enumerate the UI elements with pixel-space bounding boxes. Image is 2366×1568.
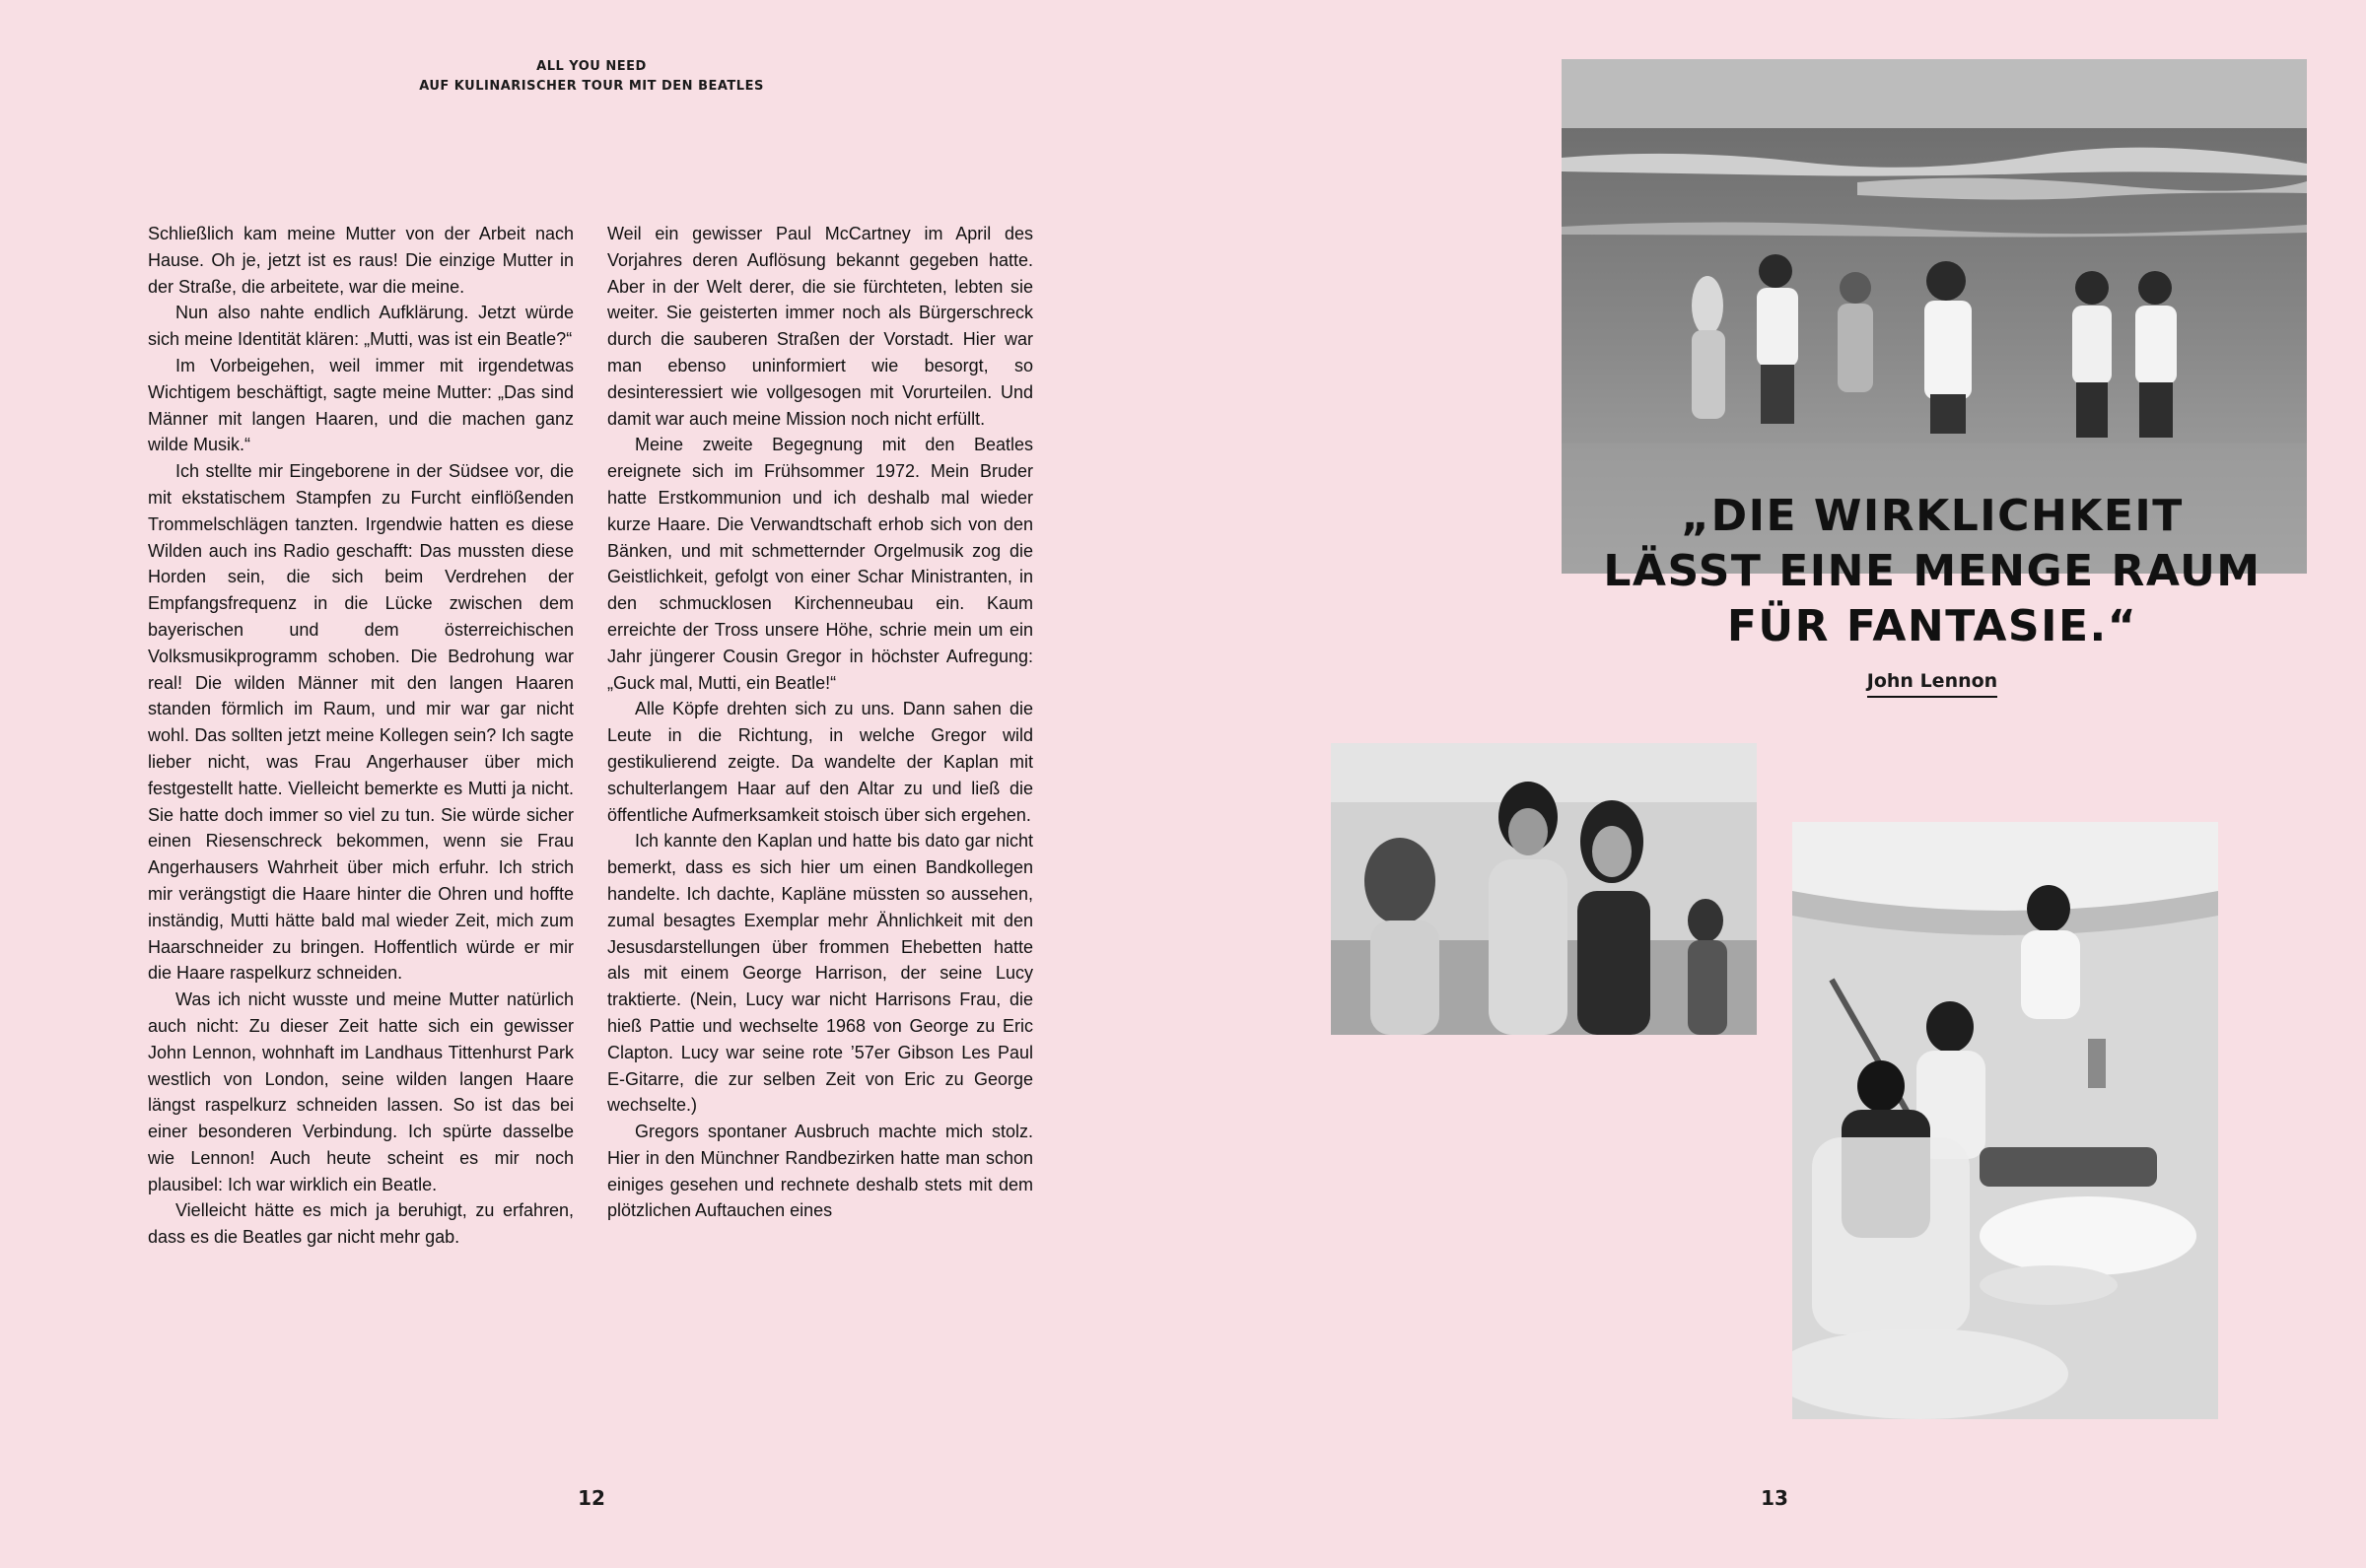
quote-author-name: John Lennon [1867,670,1997,698]
page-number-left: 12 [578,1486,605,1510]
boat-photo [1792,822,2218,1419]
paragraph: Im Vorbeigehen, weil immer mit irgendetwas Wichtigem beschäftigt, sagte meine Mutter: „Das sind Männer mit langen Haaren, und die machen ganz wilde Musik.“ [148,355,574,455]
paragraph: Alle Köpfe drehten sich zu uns. Dann sahen die Leute in die Richtung, in welche Gregor wild gestikulierend zeigte. Da wandelte der Kaplan mit schulterlangem Haar auf den Altar zu und ließ die öffentliche Aufmerksamkeit stoisch über sich ergehen. [607,699,1033,825]
quote-line-1: „DIE WIRKLICHKEIT [1681,491,2184,541]
left-text-column [148,221,574,1251]
paragraph: Was ich nicht wusste und meine Mutter natürlich auch nicht: Zu dieser Zeit hatte sich ein gewisser John Lennon, wohnhaft im Landhaus Tittenhurst Park westlich von London, seine wilden langen Haare längst raspelkurz schneiden lassen. So ist das bei einer besonderen Verbindung. Ich spürte dasselbe wie Lennon! Auch heute scheint es mir noch plausibel: Ich war wirklich ein Beatle. [148,989,574,1194]
paragraph: Ich stellte mir Eingeborene in der Südsee vor, die mit ekstatischem Stampfen zu Furcht einflößenden Trommelschlägen tanzten. Irgendwie hatten es diese Wilden auch ins Radio geschafft: Das mussten diese Horden sein, die sich beim Verdrehen der Empfangsfrequenz in die Lücke zwischen dem bayerischen und dem österreichischen Volksmusikprogramm schoben. Die Bedrohung war real! Die wilden Männer mit den langen Haaren standen förmlich im Raum, und mir war gar nicht wohl. Das sollten jetzt meine Kollegen sein? Ich sagte lieber nicht, was Frau Angerhauser über mich festgestellt hatte. Vielleicht bemerkte es Mutti ja nicht. Sie hatte doch immer so viel zu tun. Sie würde sicher einen Riesenschreck bekommen, wenn sie Frau Angerhausers Wahrheit über mich erfuhr. Ich strich mir verängstigt die Haare hinter die Ohren und hoffte inständig, Mutti hätte bald mal wieder Zeit, mich zum Haarschneider zu bringen. Hoffentlich würde er mir die Haare raspelkurz schneiden. [148,461,574,984]
paragraph: Ich kannte den Kaplan und hatte bis dato gar nicht bemerkt, dass es sich hier um einen Bandkollegen handelte. Ich dachte, Kapläne müssten so aussehen, zumal besagtes Exemplar mehr Ähnlichkeit mit den Jesusdarstellungen über frommen Ehebetten hatte als mit einem George Harrison, der seine Lucy traktierte. (Nein, Lucy war nicht Harrisons Frau, die hieß Pattie und wechselte 1968 von George zu Eric Clapton. Lucy war seine rote ’57er Gibson Les Paul E-Gitarre, die zur selben Zeit von Eric zu George wechselte.) [607,831,1033,1116]
paragraph: Schließlich kam meine Mutter von der Arbeit nach Hause. Oh je, jetzt ist es raus! Die einzige Mutter in der Straße, die arbeitete, war die meine. [148,224,574,297]
running-header [414,57,769,97]
paragraph: Gregors spontaner Ausbruch machte mich stolz. Hier in den Münchner Randbezirken hatte man schon einiges gesehen und rechnete deshalb stets mit dem plötzlichen Auftauchen eines [607,1122,1033,1221]
page-number-right: 13 [1761,1486,1788,1510]
right-text-column [607,221,1033,1224]
paragraph: Meine zweite Begegnung mit den Beatles ereignete sich im Frühsommer 1972. Mein Bruder hatte Erstkommunion und ich deshalb mal wieder kurze Haare. Die Verwandtschaft erhob sich von den Bänken, und mit schmetternder Orgelmusik zog die Geistlichkeit, gefolgt von einer Schar Ministranten, in den schmucklosen Kirchenneubau ein. Kaum erreichte der Tross unsere Höhe, schrie mein um ein Jahr jüngerer Cousin Gregor in höchster Aufregung: „Guck mal, Mutti, ein Beatle!“ [607,435,1033,693]
paragraph: Vielleicht hätte es mich ja beruhigt, zu erfahren, dass es die Beatles gar nicht mehr gab. [148,1200,574,1248]
paragraph: Nun also nahte endlich Aufklärung. Jetzt würde sich meine Identität klären: „Mutti, was ist ein Beatle?“ [148,303,574,350]
header-line-2: AUF KULINARISCHER TOUR MIT DEN BEATLES [419,79,764,94]
quote-line-2: LÄSST EINE MENGE RAUM [1603,546,2262,596]
quote-author [1834,670,2031,692]
quote-line-3: FÜR FANTASIE.“ [1726,601,2138,651]
group-photo [1331,743,1757,1035]
paragraph: Weil ein gewisser Paul McCartney im April des Vorjahres deren Auflösung bekannt gegeben hatte. Aber in der Welt derer, die sie fürchteten, lebten sie weiter. Sie geisterten immer noch als Bürgerschreck durch die sauberen Straßen der Vorstadt. Hier war man ebenso uninformiert wie besorgt, so desinteressiert wie vollgesogen mit Vorurteilen. Und damit war auch meine Mission noch nicht erfüllt. [607,224,1033,429]
pull-quote [1587,489,2277,654]
header-line-1: ALL YOU NEED [536,59,647,74]
